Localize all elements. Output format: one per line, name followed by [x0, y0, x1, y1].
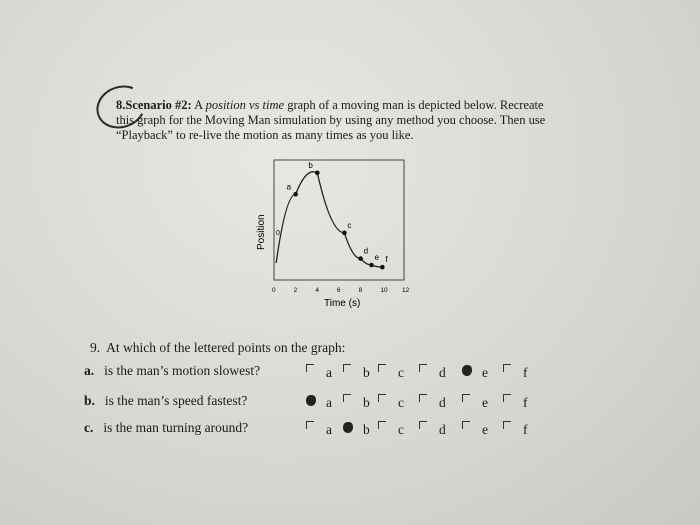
option-label-b: b [363, 395, 370, 410]
option-label-a: a [326, 422, 332, 437]
x-axis-label: Time (s) [324, 298, 361, 309]
checkbox-f[interactable] [503, 421, 511, 429]
checkbox-b[interactable] [343, 394, 351, 402]
checkbox-d[interactable] [419, 364, 427, 372]
point-c [342, 231, 347, 236]
x-tick-label: 0 [272, 287, 276, 294]
q9-item-text: is the man’s motion slowest? [104, 363, 261, 378]
q9-item-letter: c. [84, 420, 94, 435]
option-label-e: e [482, 422, 488, 437]
checkbox-a[interactable] [306, 395, 316, 406]
checkbox-d[interactable] [419, 421, 427, 429]
q9-item [84, 363, 260, 379]
point-label-e: e [374, 253, 379, 262]
q9-prompt: At which of the lettered points on the graph: [106, 340, 346, 355]
q9-item-text: is the man turning around? [103, 420, 249, 435]
option-label-c: c [398, 395, 404, 410]
option-label-b: b [363, 365, 370, 380]
point-d [358, 256, 363, 261]
option-label-b: b [363, 422, 370, 437]
point-label-a: a [286, 182, 292, 192]
x-tick-label: 12 [402, 287, 410, 294]
option-label-d: d [439, 365, 446, 380]
checkbox-a[interactable] [306, 421, 314, 429]
q8-number: 8. [116, 98, 126, 112]
q8-line3: “Playback” to re-live the motion as many times as you like. [116, 128, 414, 142]
point-f [380, 265, 385, 270]
x-tick-label: 10 [380, 287, 388, 294]
q8-text-a: A [194, 98, 206, 112]
question-9 [90, 340, 345, 356]
question-8 [116, 98, 616, 143]
x-tick-label: 6 [337, 287, 341, 294]
checkbox-c[interactable] [378, 394, 386, 402]
option-label-f: f [523, 395, 528, 410]
checkbox-b[interactable] [343, 422, 353, 433]
checkbox-f[interactable] [503, 364, 511, 372]
checkbox-e[interactable] [462, 421, 470, 429]
option-label-f: f [523, 365, 528, 380]
point-e [369, 263, 374, 268]
q9-item [84, 420, 248, 436]
option-label-f: f [523, 422, 528, 437]
q9-item-text: is the man’s speed fastest? [104, 393, 248, 408]
x-tick-label: 2 [293, 287, 298, 294]
x-tick-label: 4 [315, 287, 319, 294]
point-label-c: c [347, 220, 352, 230]
q8-text-b: graph of a moving man is depicted below. Recreate [284, 98, 544, 112]
checkbox-a[interactable] [306, 364, 314, 372]
checkbox-b[interactable] [343, 364, 351, 372]
y-tick-label-0: 0 [276, 230, 280, 237]
point-b [315, 171, 320, 176]
checkbox-e[interactable] [462, 365, 472, 376]
option-label-d: d [439, 422, 446, 437]
option-label-a: a [326, 365, 332, 380]
checkbox-f[interactable] [503, 394, 511, 402]
q9-item-letter: a. [84, 363, 95, 378]
option-label-a: a [326, 395, 332, 410]
q9-item-letter: b. [84, 393, 95, 408]
x-tick-label: 8 [358, 287, 363, 294]
checkbox-e[interactable] [462, 394, 470, 402]
checkbox-c[interactable] [378, 421, 386, 429]
bleed-through-text [590, 320, 593, 334]
q8-scenario: Scenario #2: [125, 98, 192, 112]
point-label-d: d [363, 246, 369, 256]
q8-line2: this graph for the Moving Man simulation by using any method you choose. Then use [116, 113, 546, 127]
option-label-e: e [482, 395, 488, 410]
option-label-e: e [482, 365, 488, 380]
point-label-f: f [385, 255, 388, 265]
option-label-d: d [439, 395, 446, 410]
q9-number: 9. [90, 340, 101, 355]
checkbox-d[interactable] [419, 394, 427, 402]
option-label-c: c [398, 365, 404, 380]
y-axis-label: Position [256, 214, 267, 250]
q9-item [84, 393, 247, 409]
checkbox-c[interactable] [378, 364, 386, 372]
point-a [293, 192, 298, 197]
position-time-graph [240, 150, 440, 320]
q8-text-italic: position vs time [205, 98, 285, 112]
point-label-b: b [308, 160, 313, 170]
option-label-c: c [398, 422, 404, 437]
